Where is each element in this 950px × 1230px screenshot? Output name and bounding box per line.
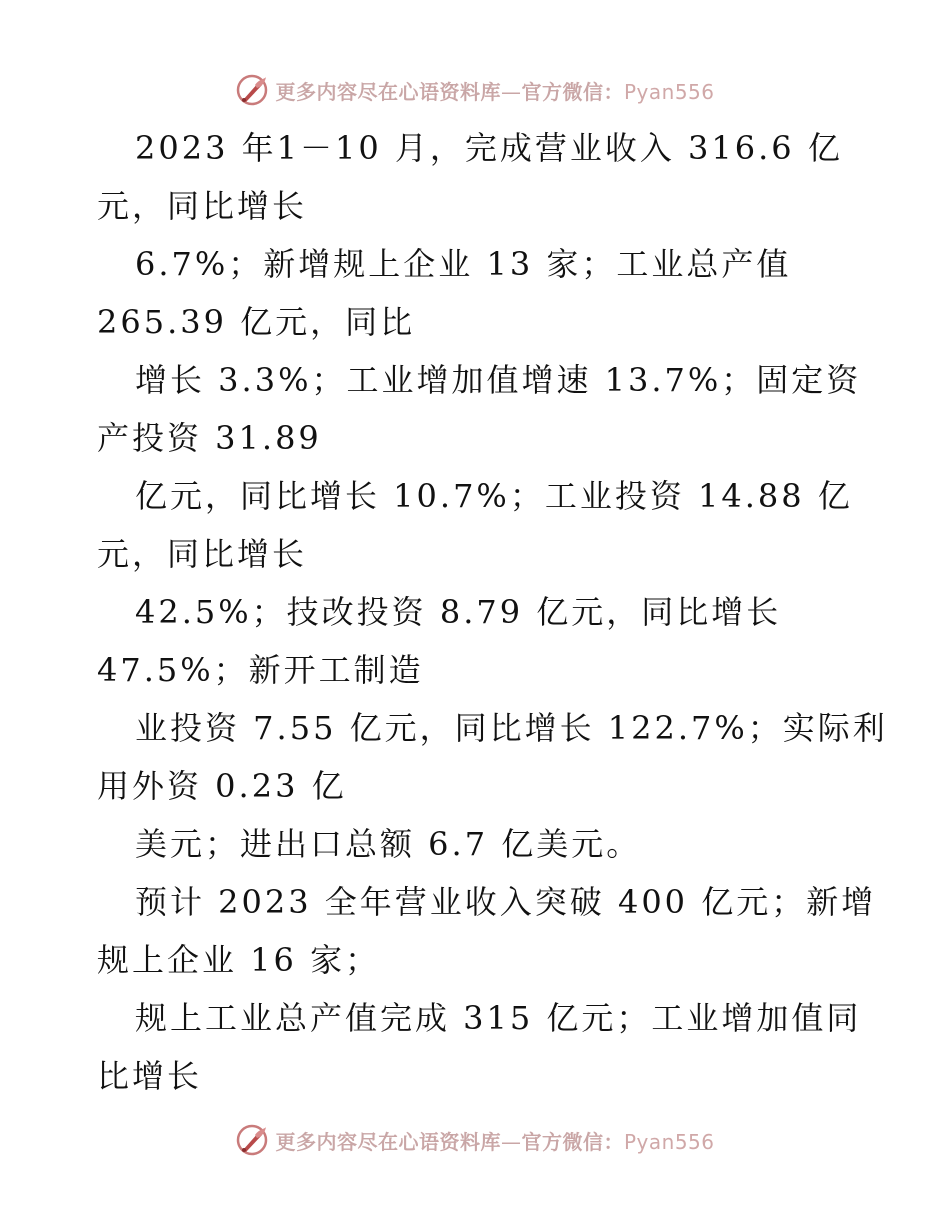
watermark-text [275, 76, 714, 105]
watermark-account: Pyan556 [623, 1129, 715, 1154]
text-line: 47.5%；新开工制造 [97, 651, 424, 689]
text-line: 元，同比增长 [97, 187, 308, 225]
watermark-label: 官方微信： [521, 79, 624, 104]
text-line: 预计 2023 全年营业收入突破 400 亿元；新增 [135, 883, 877, 921]
text-line: 亿元，同比增长 10.7%；工业投资 14.88 亿 [135, 477, 853, 515]
quill-pen-logo-icon [235, 73, 269, 107]
text-line: 产投资 31.89 [97, 419, 322, 457]
watermark-brand: 更多内容尽在心语资料库 [275, 1129, 501, 1154]
header-watermark [0, 70, 950, 110]
text-line: 2023 年1－10 月，完成营业收入 316.6 亿 [135, 129, 843, 167]
quill-pen-logo-icon [235, 1123, 269, 1157]
text-line: 6.7%；新增规上企业 13 家；工业总产值 [135, 245, 792, 283]
text-line: 规上工业总产值完成 315 亿元；工业增加值同 [135, 999, 862, 1037]
text-line: 265.39 亿元，同比 [97, 303, 416, 341]
text-line: 比增长 [97, 1057, 203, 1095]
watermark-brand: 更多内容尽在心语资料库 [275, 79, 501, 104]
watermark-text [275, 1126, 714, 1155]
footer-watermark [0, 1120, 950, 1160]
text-line: 元，同比增长 [97, 535, 308, 573]
text-line: 规上企业 16 家； [97, 941, 381, 979]
text-line: 增长 3.3%；工业增加值增速 13.7%；固定资 [135, 361, 862, 399]
watermark-account: Pyan556 [623, 79, 715, 104]
text-line: 用外资 0.23 亿 [97, 767, 347, 805]
text-line: 美元；进出口总额 6.7 亿美元。 [135, 825, 642, 863]
text-line: 业投资 7.55 亿元，同比增长 122.7%；实际利 [135, 709, 888, 747]
watermark-dash: — [500, 1129, 522, 1154]
watermark-dash: — [500, 79, 522, 104]
watermark-label: 官方微信： [521, 1129, 624, 1154]
text-line: 42.5%；技改投资 8.79 亿元，同比增长 [135, 593, 782, 631]
